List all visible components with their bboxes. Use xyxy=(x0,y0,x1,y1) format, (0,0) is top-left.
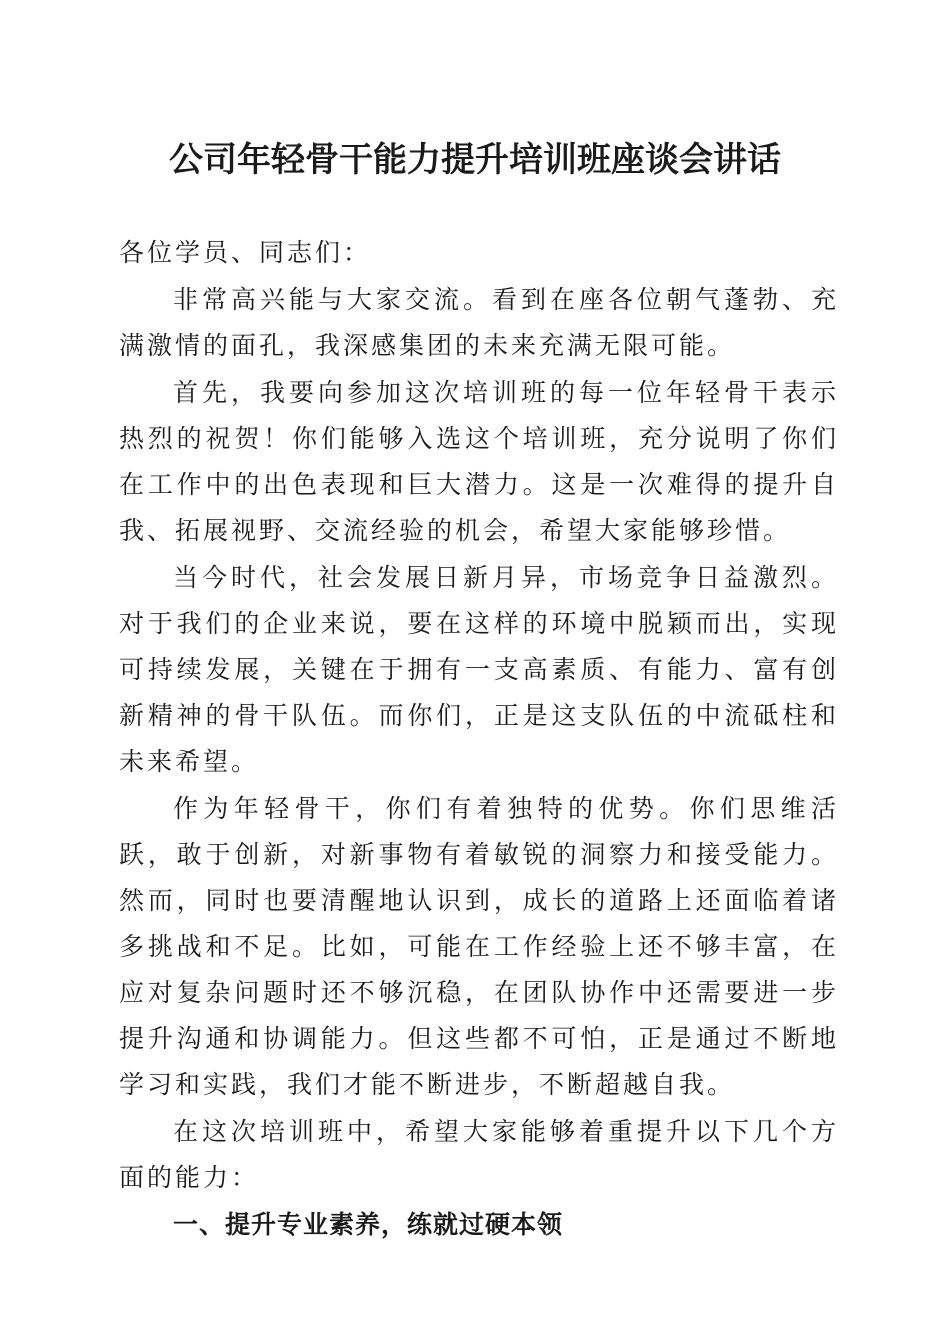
paragraph: 作为年轻骨干，你们有着独特的优势。你们思维活跃，敢于创新，对新事物有着敏锐的洞察力和接受能力。然而，同时也要清醒地认识到，成长的道路上还面临着诸多挑战和不足。比如，可能在工作经验上还不够丰富，在应对复杂问题时还不够沉稳，在团队协作中还需要进一步提升沟通和协调能力。但这些都不可怕，正是通过不断地学习和实践，我们才能不断进步，不断超越自我。 xyxy=(119,794,839,1099)
document-body xyxy=(119,230,839,1249)
document-title: 公司年轻骨干能力提升培训班座谈会讲话 xyxy=(169,140,781,180)
paragraph: 非常高兴能与大家交流。看到在座各位朝气蓬勃、充满激情的面孔，我深感集团的未来充满无限可能。 xyxy=(119,285,839,360)
paragraph: 当今时代，社会发展日新月异，市场竞争日益激烈。对于我们的企业来说，要在这样的环境中脱颖而出，实现可持续发展，关键在于拥有一支高素质、有能力、富有创新精神的骨干队伍。而你们，正是这支队伍的中流砥柱和未来希望。 xyxy=(119,563,839,776)
section-heading: 一、提升专业素养，练就过硬本领 xyxy=(173,1210,564,1239)
paragraph: 在这次培训班中，希望大家能够着重提升以下几个方面的能力： xyxy=(119,1117,839,1192)
salutation: 各位学员、同志们： xyxy=(119,238,372,267)
paragraph: 首先，我要向参加这次培训班的每一位年轻骨干表示热烈的祝贺！你们能够入选这个培训班，充分说明了你们在工作中的出色表现和巨大潜力。这是一次难得的提升自我、拓展视野、交流经验的机会，希望大家能够珍惜。 xyxy=(119,378,839,545)
